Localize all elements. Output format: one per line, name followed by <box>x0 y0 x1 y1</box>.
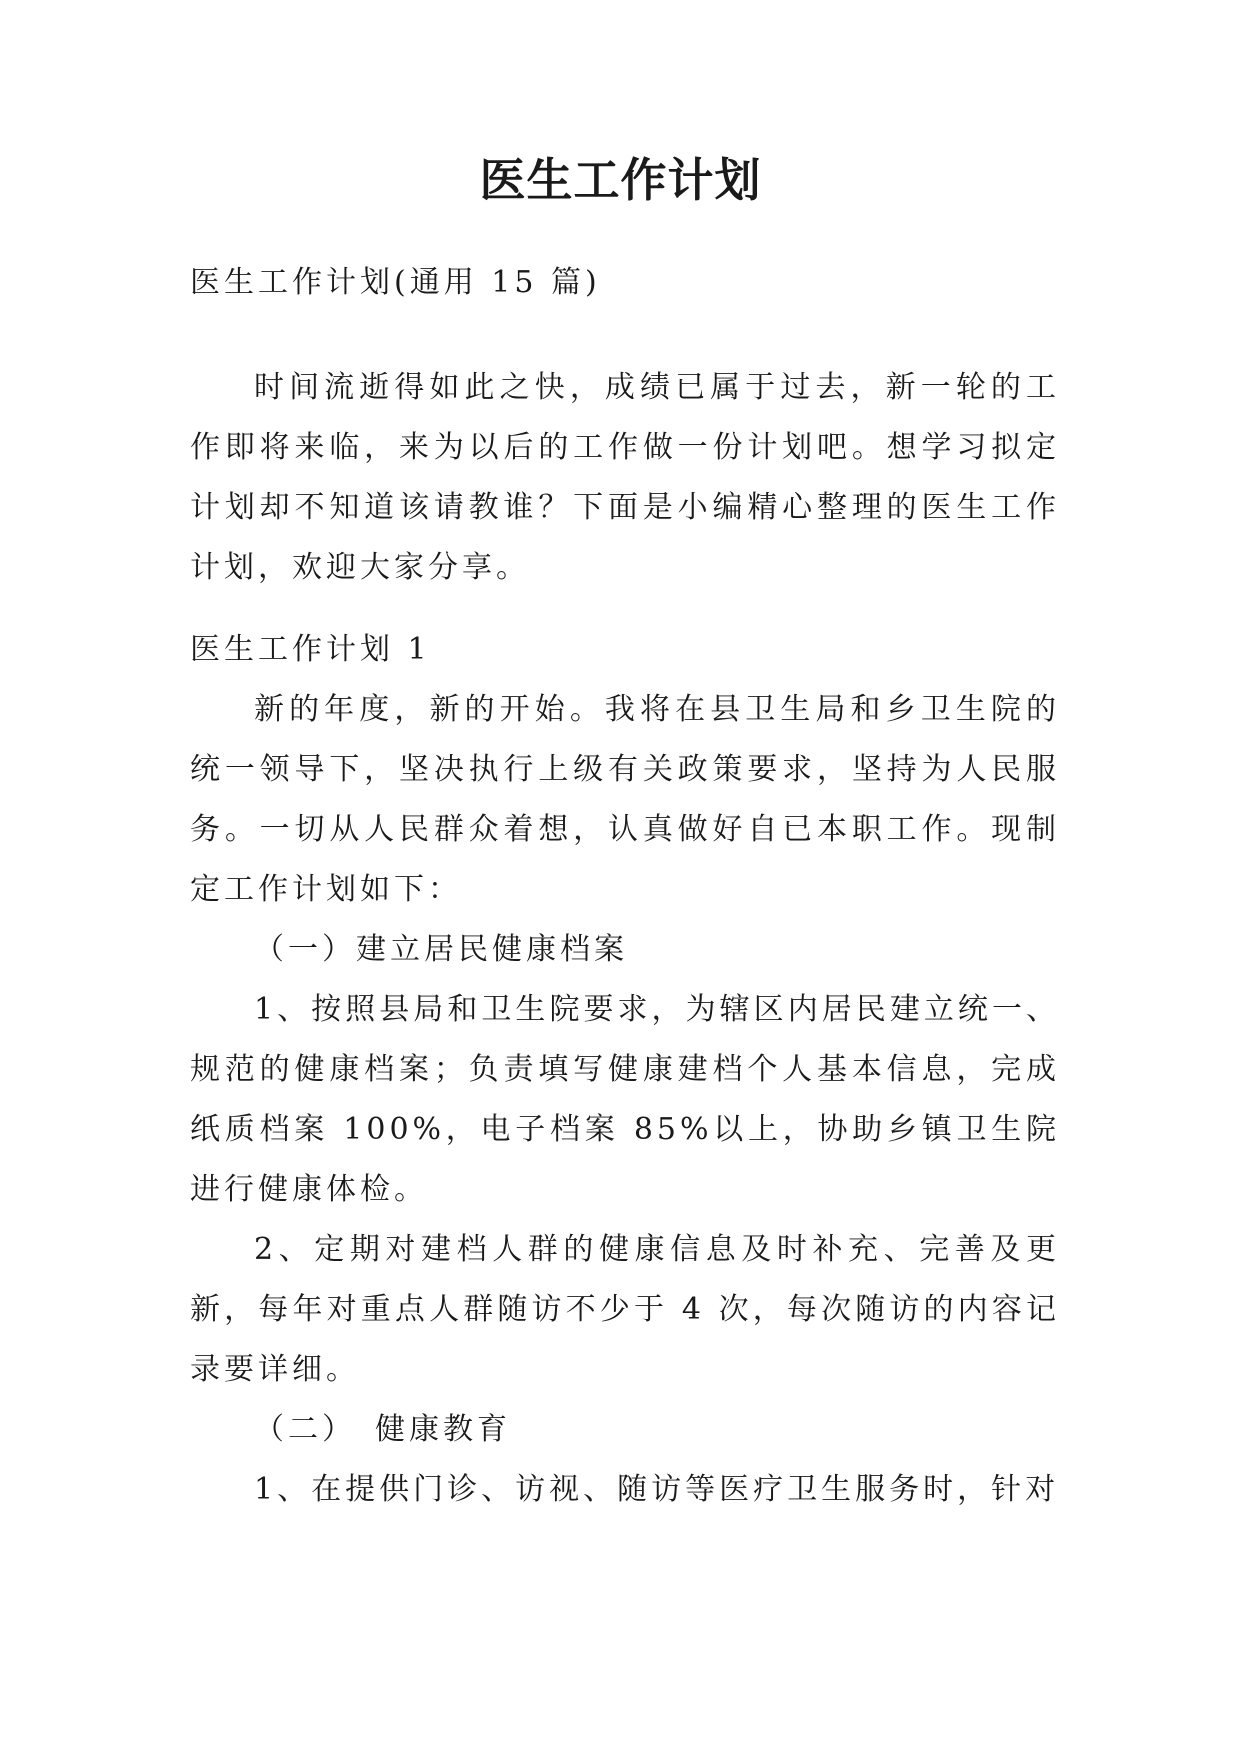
subsection-heading: （二） 健康教育 <box>254 1412 511 1447</box>
section-block <box>190 620 1060 1520</box>
document-subtitle: 医生工作计划(通用 15 篇) <box>190 265 601 300</box>
intro-paragraph: 时间流逝得如此之快，成绩已属于过去，新一轮的工作即将来临，来为以后的工作做一份计划吧。想学习拟定计划却不知道该请教谁？下面是小编精心整理的医生工作计划，欢迎大家分享。 <box>190 370 1060 585</box>
subsection-heading: （一）建立居民健康档案 <box>254 932 628 967</box>
body-paragraph: 1、在提供门诊、访视、随访等医疗卫生服务时，针对 <box>254 1472 1060 1507</box>
section-heading: 医生工作计划 1 <box>190 632 431 667</box>
body-paragraph: 新的年度，新的开始。我将在县卫生局和乡卫生院的统一领导下，坚决执行上级有关政策要求，坚持为人民服务。一切从人民群众着想，认真做好自已本职工作。现制定工作计划如下： <box>190 692 1060 907</box>
body-paragraph: 1、按照县局和卫生院要求，为辖区内居民建立统一、规范的健康档案；负责填写健康建档个人基本信息，完成纸质档案 100%，电子档案 85%以上，协助乡镇卫生院进行健康体检。 <box>190 992 1060 1207</box>
body-paragraph: 2、定期对建档人群的健康信息及时补充、完善及更新，每年对重点人群随访不少于 4 次，每次随访的内容记录要详细。 <box>190 1232 1060 1387</box>
intro-block <box>190 358 1060 598</box>
document-subtitle-block <box>190 253 1060 313</box>
document-title: 医生工作计划 <box>479 153 762 207</box>
